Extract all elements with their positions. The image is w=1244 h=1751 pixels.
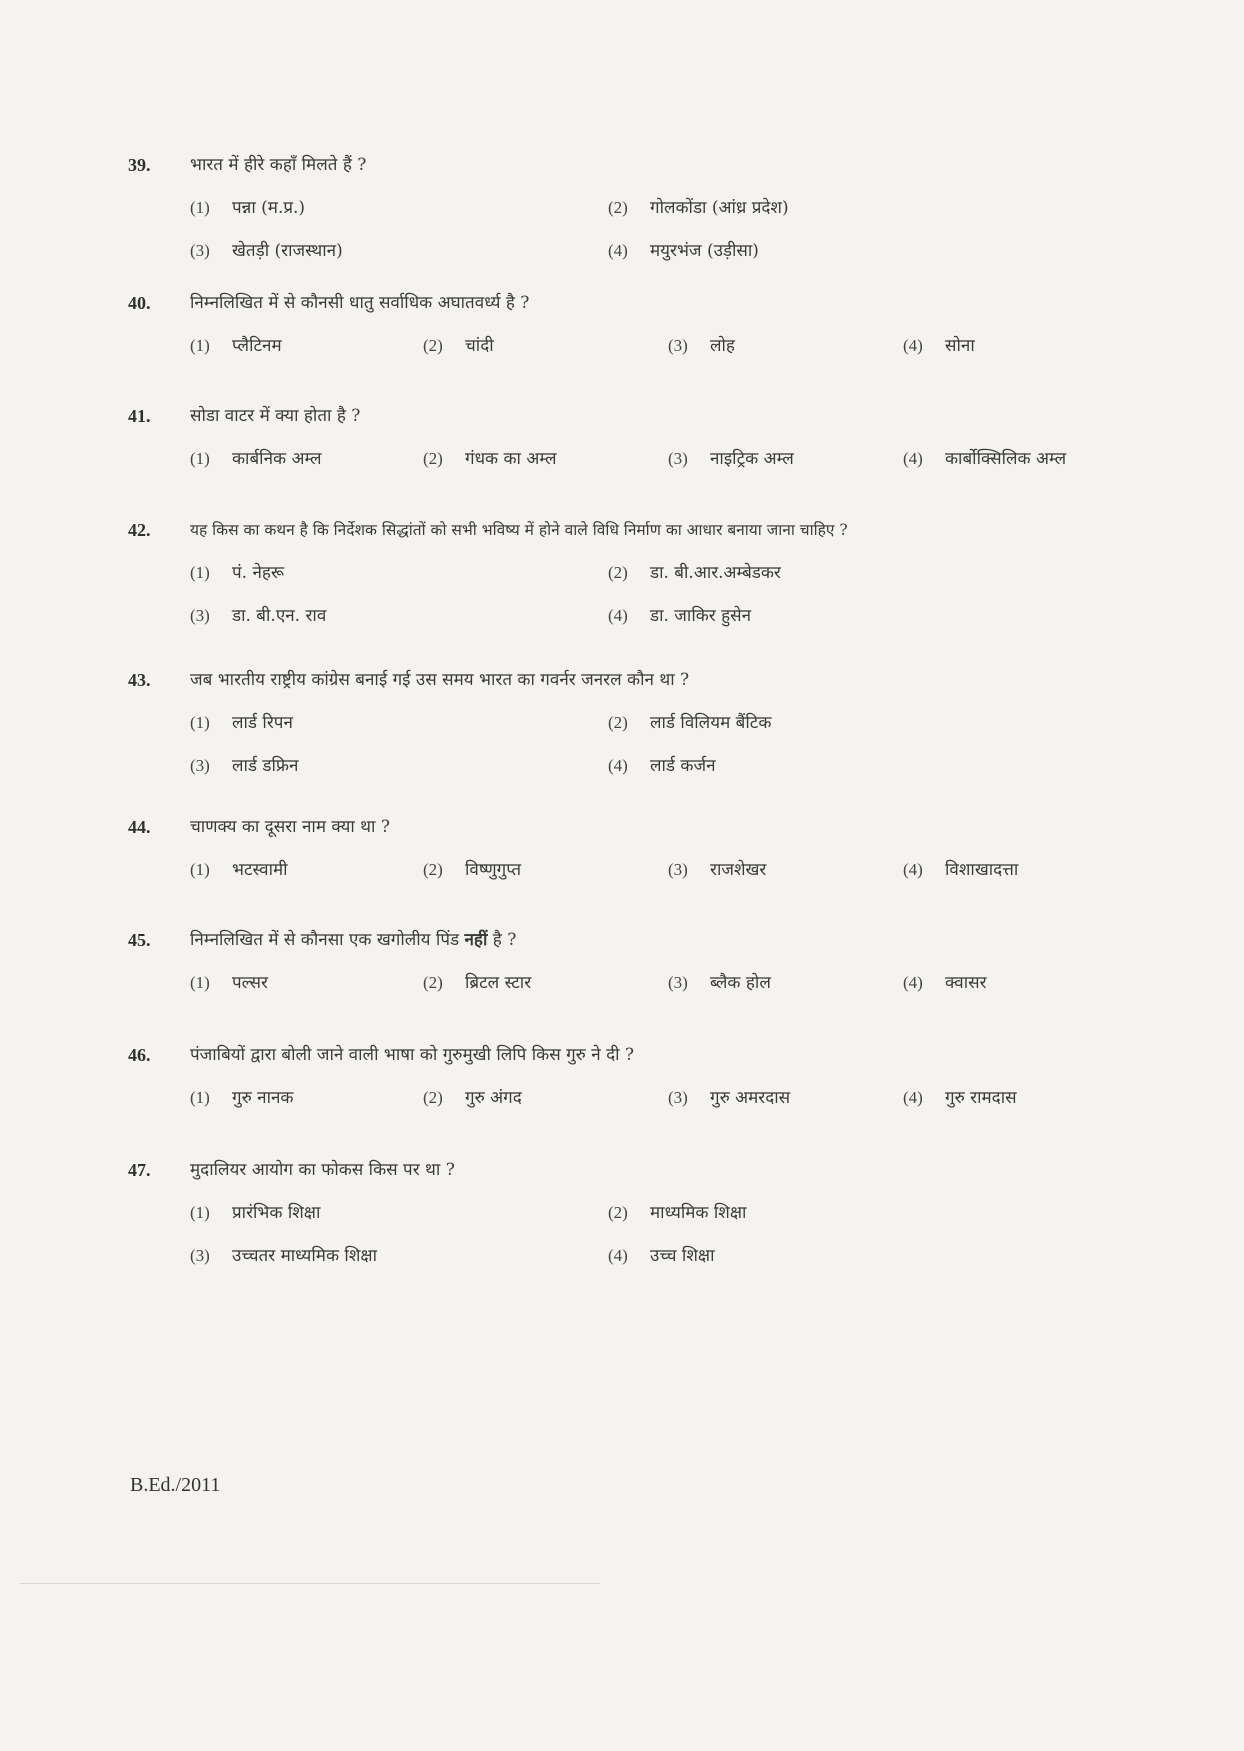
option-3: (3) गुरु अमरदास [668,1088,791,1108]
option-2: (2) माध्यमिक शिक्षा [608,1203,747,1223]
option-3: (3) लोह [668,336,735,356]
option-1: (1) प्रारंभिक शिक्षा [190,1203,321,1223]
option-4: (4) लार्ड कर्जन [608,756,716,776]
question-44 [128,812,1168,888]
question-43 [128,665,1168,795]
question-number: 43. [128,670,151,690]
option-2: (2) डा. बी.आर.अम्बेडकर [608,563,781,583]
question-45 [128,925,1168,1001]
question-number: 47. [128,1160,151,1180]
option-3: (3) उच्चतर माध्यमिक शिक्षा [190,1246,377,1266]
option-2: (2) गंधक का अम्ल [423,449,557,469]
question-text: सोडा वाटर में क्या होता है ? [190,406,361,426]
question-text: चाणक्य का दूसरा नाम क्या था ? [190,817,390,837]
question-text: भारत में हीरे कहाँ मिलते हैं ? [190,155,367,175]
option-3: (3) डा. बी.एन. राव [190,606,327,626]
option-3: (3) खेतड़ी (राजस्थान) [190,241,343,261]
option-1: (1) पल्सर [190,973,268,993]
question-46 [128,1040,1168,1116]
option-1: (1) पन्ना (म.प्र.) [190,198,306,218]
option-4: (4) विशाखादत्ता [903,860,1019,880]
option-2: (2) चांदी [423,336,494,356]
question-number: 40. [128,293,151,313]
option-4: (4) डा. जाकिर हुसेन [608,606,752,626]
divider [20,1583,600,1584]
option-4: (4) उच्च शिक्षा [608,1246,715,1266]
question-text: पंजाबियों द्वारा बोली जाने वाली भाषा को गुरुमुखी लिपि किस गुरु ने दी ? [190,1045,635,1065]
question-number: 45. [128,930,151,950]
option-1: (1) प्लैटिनम [190,336,282,356]
question-text: यह किस का कथन है कि निर्देशक सिद्धांतों को सभी भविष्य में होने वाले विधि निर्माण का आधार बनाया जाना चाहिए ? [190,521,848,539]
option-1: (1) गुरु नानक [190,1088,294,1108]
option-1: (1) पं. नेहरू [190,563,285,583]
option-4: (4) गुरु रामदास [903,1088,1017,1108]
question-text: निम्नलिखित में से कौनसा एक खगोलीय पिंड नहीं है ? [190,930,517,950]
question-42 [128,515,1168,645]
option-1: (1) कार्बनिक अम्ल [190,449,322,469]
option-1: (1) भटस्वामी [190,860,288,880]
question-40 [128,288,1168,364]
question-text: निम्नलिखित में से कौनसी धातु सर्वाधिक अघातवर्ध्य है ? [190,293,530,313]
question-number: 46. [128,1045,151,1065]
option-2: (2) गुरु अंगद [423,1088,522,1108]
option-2: (2) लार्ड विलियम बैंटिक [608,713,772,733]
question-text: मुदालियर आयोग का फोकस किस पर था ? [190,1160,455,1180]
question-number: 41. [128,406,151,426]
page-footer: B.Ed./2011 [130,1474,221,1496]
option-2: (2) विष्णुगुप्त [423,860,522,880]
option-4: (4) कार्बोक्सिलिक अम्ल [903,449,1067,469]
question-41 [128,401,1168,477]
option-4: (4) क्वासर [903,973,987,993]
option-3: (3) नाइट्रिक अम्ल [668,449,794,469]
option-3: (3) राजशेखर [668,860,767,880]
question-47 [128,1155,1168,1285]
option-4: (4) मयुरभंज (उड़ीसा) [608,241,759,261]
question-number: 42. [128,520,151,540]
question-number: 44. [128,817,151,837]
question-text: जब भारतीय राष्ट्रीय कांग्रेस बनाई गई उस समय भारत का गवर्नर जनरल कौन था ? [190,670,690,690]
question-39 [128,150,1168,280]
option-3: (3) ब्लैक होल [668,973,771,993]
question-number: 39. [128,155,151,175]
option-3: (3) लार्ड डफ्रिन [190,756,299,776]
option-2: (2) ब्रिटल स्टार [423,973,532,993]
option-2: (2) गोलकोंडा (आंध्र प्रदेश) [608,198,789,218]
option-4: (4) सोना [903,336,975,356]
option-1: (1) लार्ड रिपन [190,713,293,733]
